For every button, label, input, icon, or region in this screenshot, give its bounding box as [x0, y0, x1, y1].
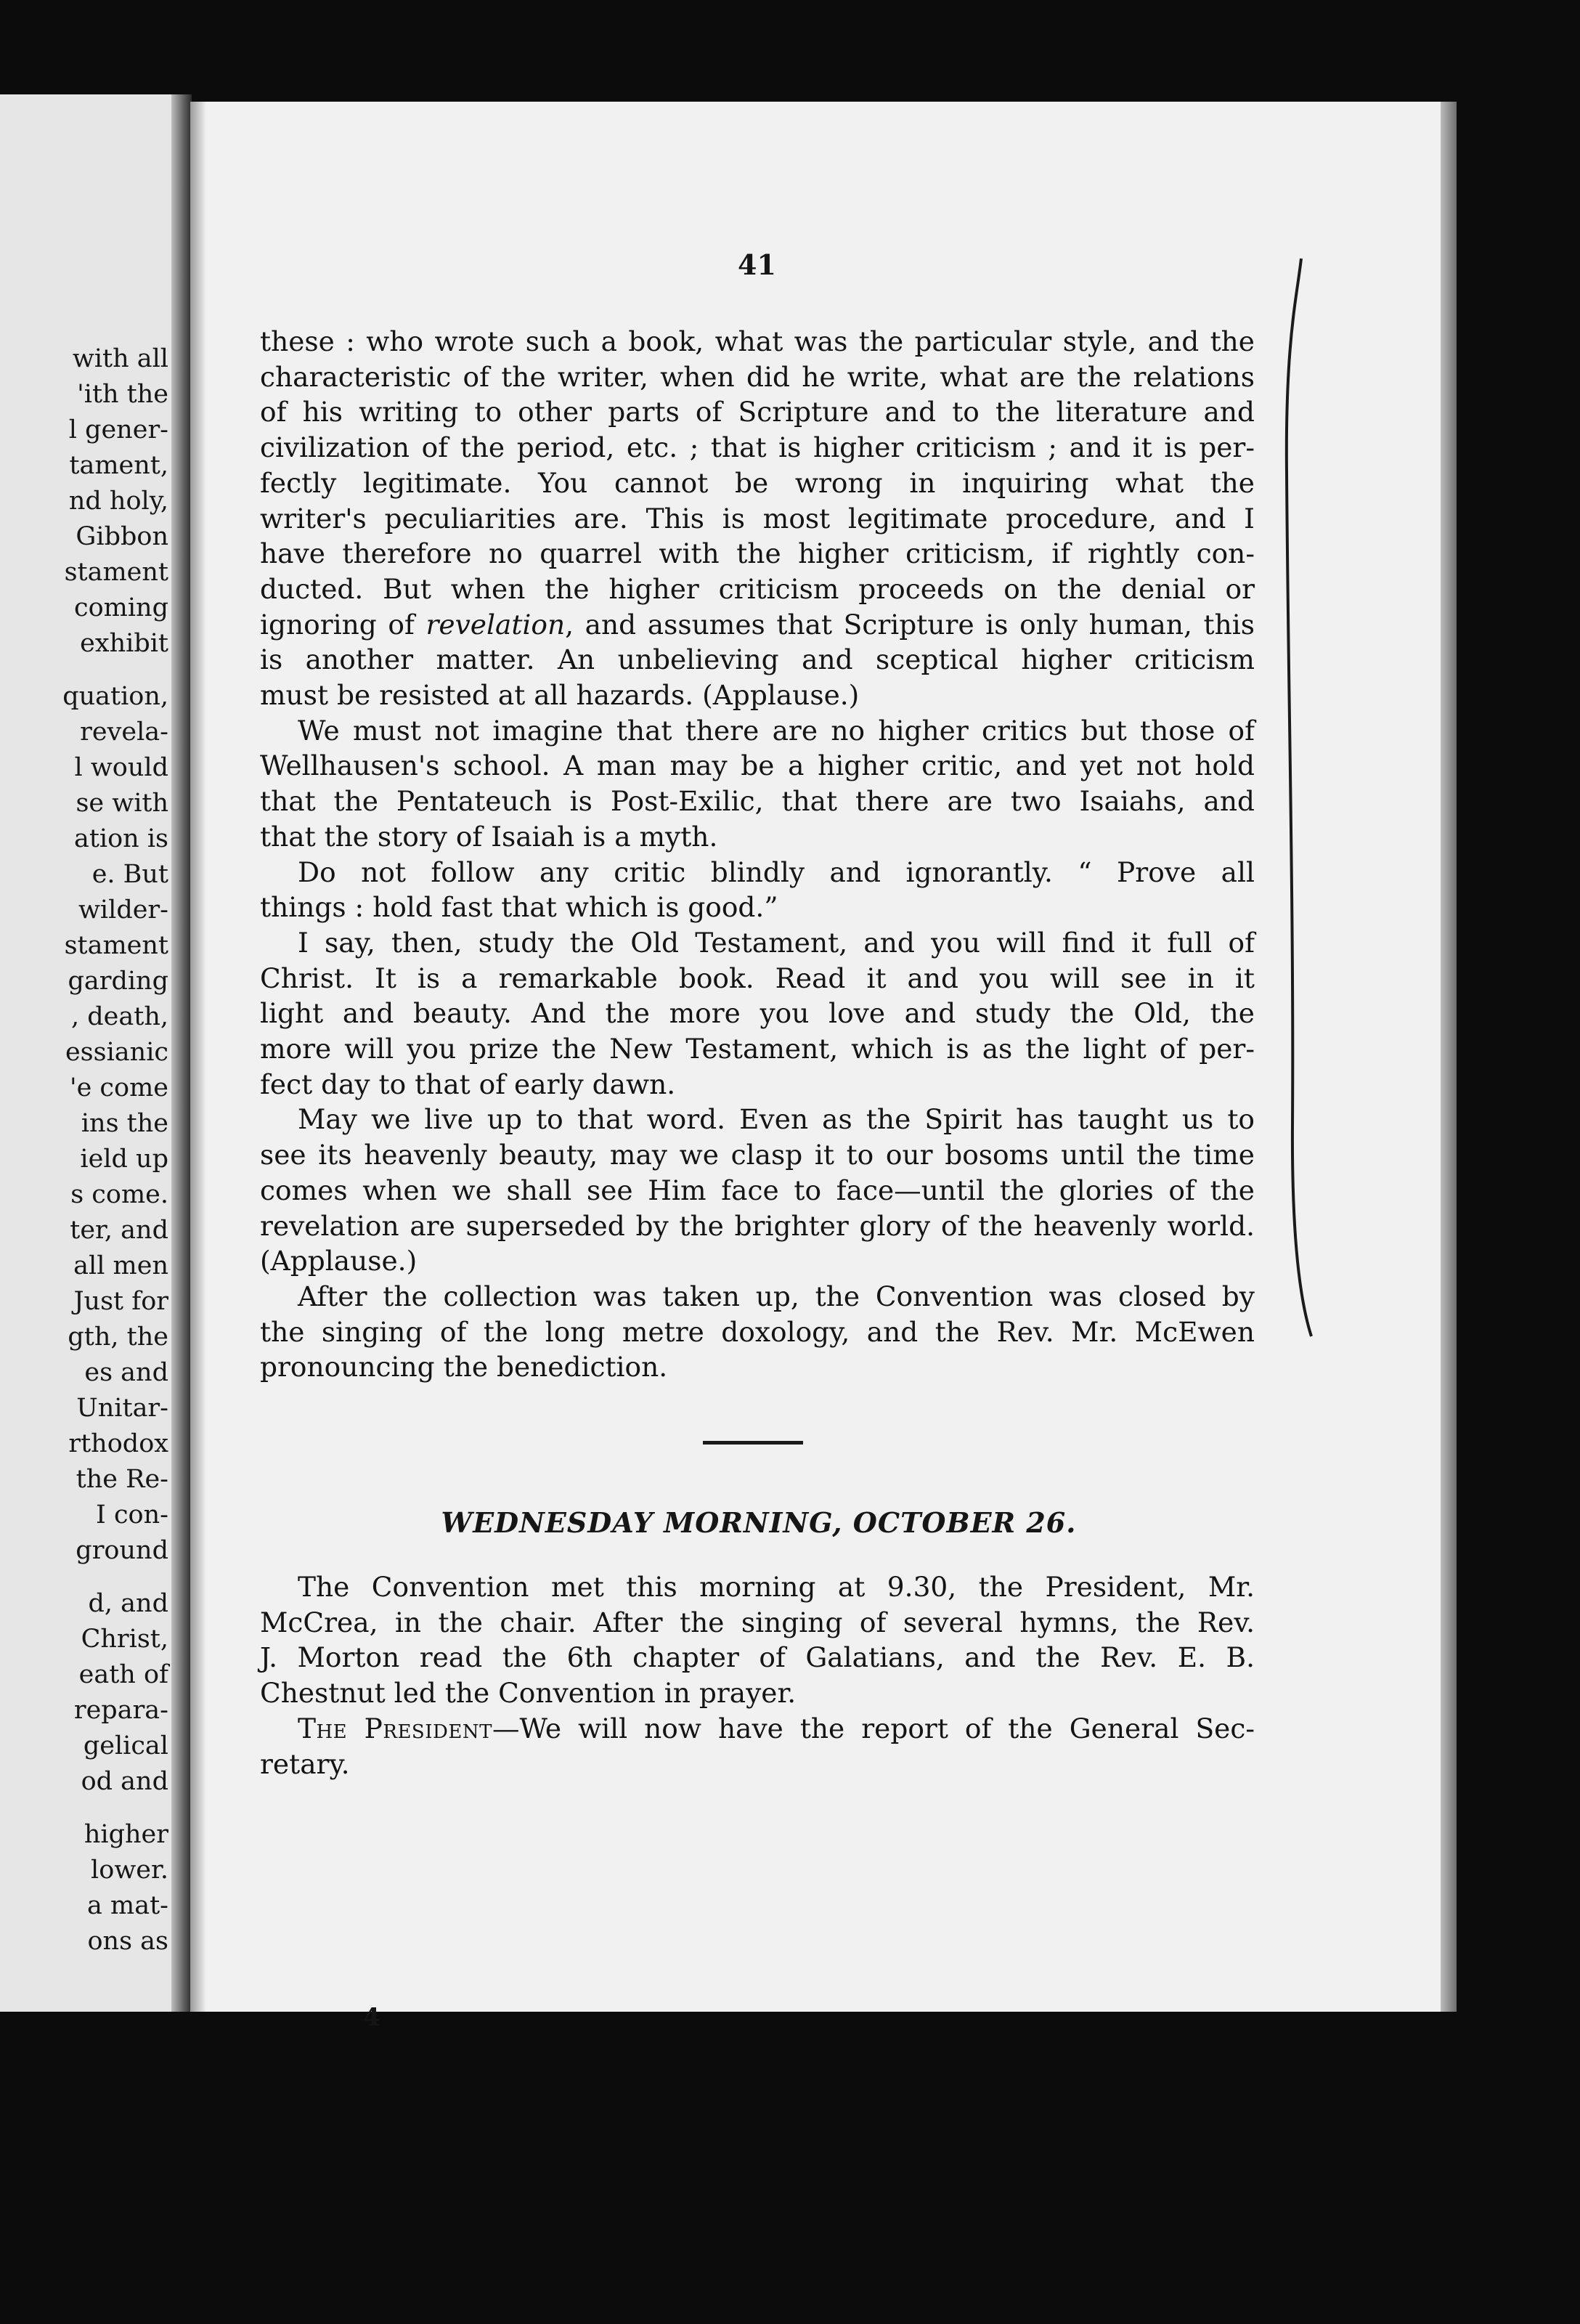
text-line: more will you prize the New Testament, which is as the light of per- [260, 1033, 1255, 1065]
text-line: Chestnut led the Convention in prayer. [260, 1677, 797, 1710]
left-page-fragment: od and [81, 1767, 168, 1796]
left-page-fragment: se with [76, 789, 168, 818]
text-line [260, 1711, 1255, 1747]
margin-bracket-mark [1278, 254, 1322, 1344]
left-page-fragment: Just for [73, 1287, 168, 1316]
left-page-fragment: ins the [81, 1109, 168, 1138]
left-page-fragment: ield up [80, 1145, 168, 1174]
left-page-fragment [62, 1800, 168, 1817]
left-page-fragment: Christ, [81, 1625, 168, 1654]
left-page-fragment: gelical [83, 1731, 168, 1760]
text-line: The Convention met this morning at 9.30, the President, Mr. [298, 1571, 1255, 1603]
left-page-fragment: exhibit [80, 629, 168, 658]
italic-word-revelation: revelation [425, 608, 566, 641]
left-page-fragment: , death, [71, 1002, 168, 1031]
text-line: have therefore no quarrel with the higher criticism, if rightly con- [260, 537, 1255, 570]
speaker-name: The President [298, 1712, 492, 1744]
left-page-fragment: Gibbon [76, 522, 168, 551]
text-line: McCrea, in the chair. After the singing of several hymns, the Rev. [260, 1606, 1255, 1638]
book-gutter [171, 94, 192, 2012]
left-page-fragment: coming [73, 593, 168, 622]
left-page-fragment: garding [68, 967, 168, 996]
text-line: writer's peculiarities are. This is most legitimate procedure, and I [260, 502, 1255, 535]
left-page-fragment: ter, and [70, 1216, 168, 1245]
left-page-fragment: l gener- [68, 415, 168, 444]
left-page-fragment: tament, [69, 451, 168, 480]
text-line: is another matter. An unbelieving and sceptical higher criticism [260, 643, 1255, 676]
left-page-fragment [62, 662, 168, 679]
left-page-fragment: wilder- [78, 895, 168, 925]
left-page-fragment: ons as [87, 1927, 168, 1956]
left-page-fragment [62, 1569, 168, 1586]
left-page-text-fragments [62, 341, 168, 1959]
page-number: 41 [738, 248, 776, 281]
main-body-text [260, 324, 1255, 1385]
text-line: pronouncing the benediction. [260, 1351, 668, 1384]
text-line: characteristic of the writer, when did he write, what are the relations [260, 360, 1255, 393]
text-line: these : who wrote such a book, what was the particular style, and the [260, 325, 1255, 357]
left-page-fragment: 'ith the [77, 380, 168, 409]
paragraph-2 [260, 713, 1255, 855]
paragraph-4 [260, 925, 1255, 1102]
text-line: must be resisted at all hazards. (Applause.) [260, 679, 860, 712]
left-page-fragment: Unitar- [76, 1394, 168, 1423]
page-shadow [190, 102, 206, 2012]
text-line: see its heavenly beauty, may we clasp it to our bosoms until the time [260, 1139, 1255, 1171]
left-page-fragment: essianic [65, 1038, 168, 1067]
left-page-fragment: revela- [80, 718, 168, 747]
text-line: fect day to that of early dawn. [260, 1068, 676, 1100]
text-line: comes when we shall see Him face to face—until the glories of the [260, 1174, 1255, 1206]
paragraph-1 [260, 324, 1255, 713]
left-page-fragment: s come. [70, 1180, 168, 1209]
left-page-fragment: I con- [96, 1500, 168, 1529]
text-line: I say, then, study the Old Testament, and you will find it full of [298, 926, 1255, 959]
left-page-fragment: l would [74, 753, 168, 782]
text-line: retary. [260, 1747, 350, 1780]
section-body-text [260, 1569, 1255, 1781]
text-line: After the collection was taken up, the Convention was closed by [298, 1280, 1255, 1312]
left-page-fragment: nd holy, [68, 487, 168, 516]
page-edge [1441, 102, 1457, 2012]
paragraph-5 [260, 1102, 1255, 1279]
left-page-fragment: rthodox [68, 1429, 168, 1458]
text-line: Do not follow any critic blindly and ignorantly. “ Prove all [298, 856, 1255, 888]
text-line: J. Morton read the 6th chapter of Galatians, and the Rev. E. B. [260, 1641, 1255, 1674]
text-line: We must not imagine that there are no higher critics but those of [298, 714, 1255, 747]
left-page-fragment: all men [73, 1251, 168, 1280]
text-line: May we live up to that word. Even as the Spirit has taught us to [298, 1103, 1255, 1136]
left-page-fragment: the Re- [76, 1465, 168, 1494]
left-page-fragment: ation is [73, 824, 168, 853]
left-page-fragment: eath of [78, 1660, 168, 1689]
left-page-fragment: gth, the [68, 1323, 168, 1352]
left-page-fragment: e. But [91, 860, 168, 889]
text-run: ignoring of [260, 608, 426, 641]
paragraph-6 [260, 1279, 1255, 1385]
text-line: ducted. But when the higher criticism proceeds on the denial or [260, 572, 1255, 605]
text-line: the singing of the long metre doxology, and the Rev. Mr. McEwen [260, 1315, 1255, 1348]
text-line: Christ. It is a remarkable book. Read it and you will see in it [260, 962, 1255, 994]
left-page-fragment: higher [84, 1820, 168, 1849]
left-page-fragment: stament [64, 558, 168, 587]
text-line: things : hold fast that which is good.” [260, 891, 778, 924]
left-page-fragment: 'e come [69, 1073, 168, 1102]
left-page-fragment: with all [72, 344, 168, 373]
signature-mark: 4 [363, 2003, 380, 2032]
left-page-fragment: es and [84, 1358, 168, 1387]
left-page-fragment: ground [76, 1536, 168, 1565]
left-page-fragment: d, and [88, 1589, 168, 1618]
section-divider-rule [703, 1441, 803, 1445]
text-line: fectly legitimate. You cannot be wrong in inquiring what the [260, 466, 1255, 499]
left-facing-page [0, 94, 182, 2012]
text-line: (Applause.) [260, 1245, 418, 1277]
section-heading: WEDNESDAY MORNING, OCTOBER 26. [441, 1506, 1077, 1539]
text-line: that the story of Isaiah is a myth. [260, 820, 718, 853]
text-line [260, 607, 1255, 643]
left-page-fragment: repara- [73, 1696, 168, 1725]
text-line: of his writing to other parts of Scripture and to the literature and [260, 396, 1255, 428]
text-run: —We will now have the report of the General Sec- [492, 1712, 1255, 1744]
paragraph-3 [260, 855, 1255, 925]
text-line: light and beauty. And the more you love and study the Old, the [260, 997, 1255, 1030]
left-page-fragment: lower. [91, 1856, 168, 1885]
text-line: that the Pentateuch is Post-Exilic, that there are two Isaiahs, and [260, 785, 1255, 818]
text-line: civilization of the period, etc. ; that is higher criticism ; and it is per- [260, 431, 1255, 464]
text-line: revelation are superseded by the brighter glory of the heavenly world. [260, 1209, 1255, 1242]
left-page-fragment: a mat- [87, 1891, 168, 1920]
text-line: Wellhausen's school. A man may be a higher critic, and yet not hold [260, 749, 1255, 782]
text-run: , and assumes that Scripture is only human, this [565, 608, 1255, 641]
left-page-fragment: quation, [62, 682, 168, 711]
left-page-fragment: stament [64, 931, 168, 960]
